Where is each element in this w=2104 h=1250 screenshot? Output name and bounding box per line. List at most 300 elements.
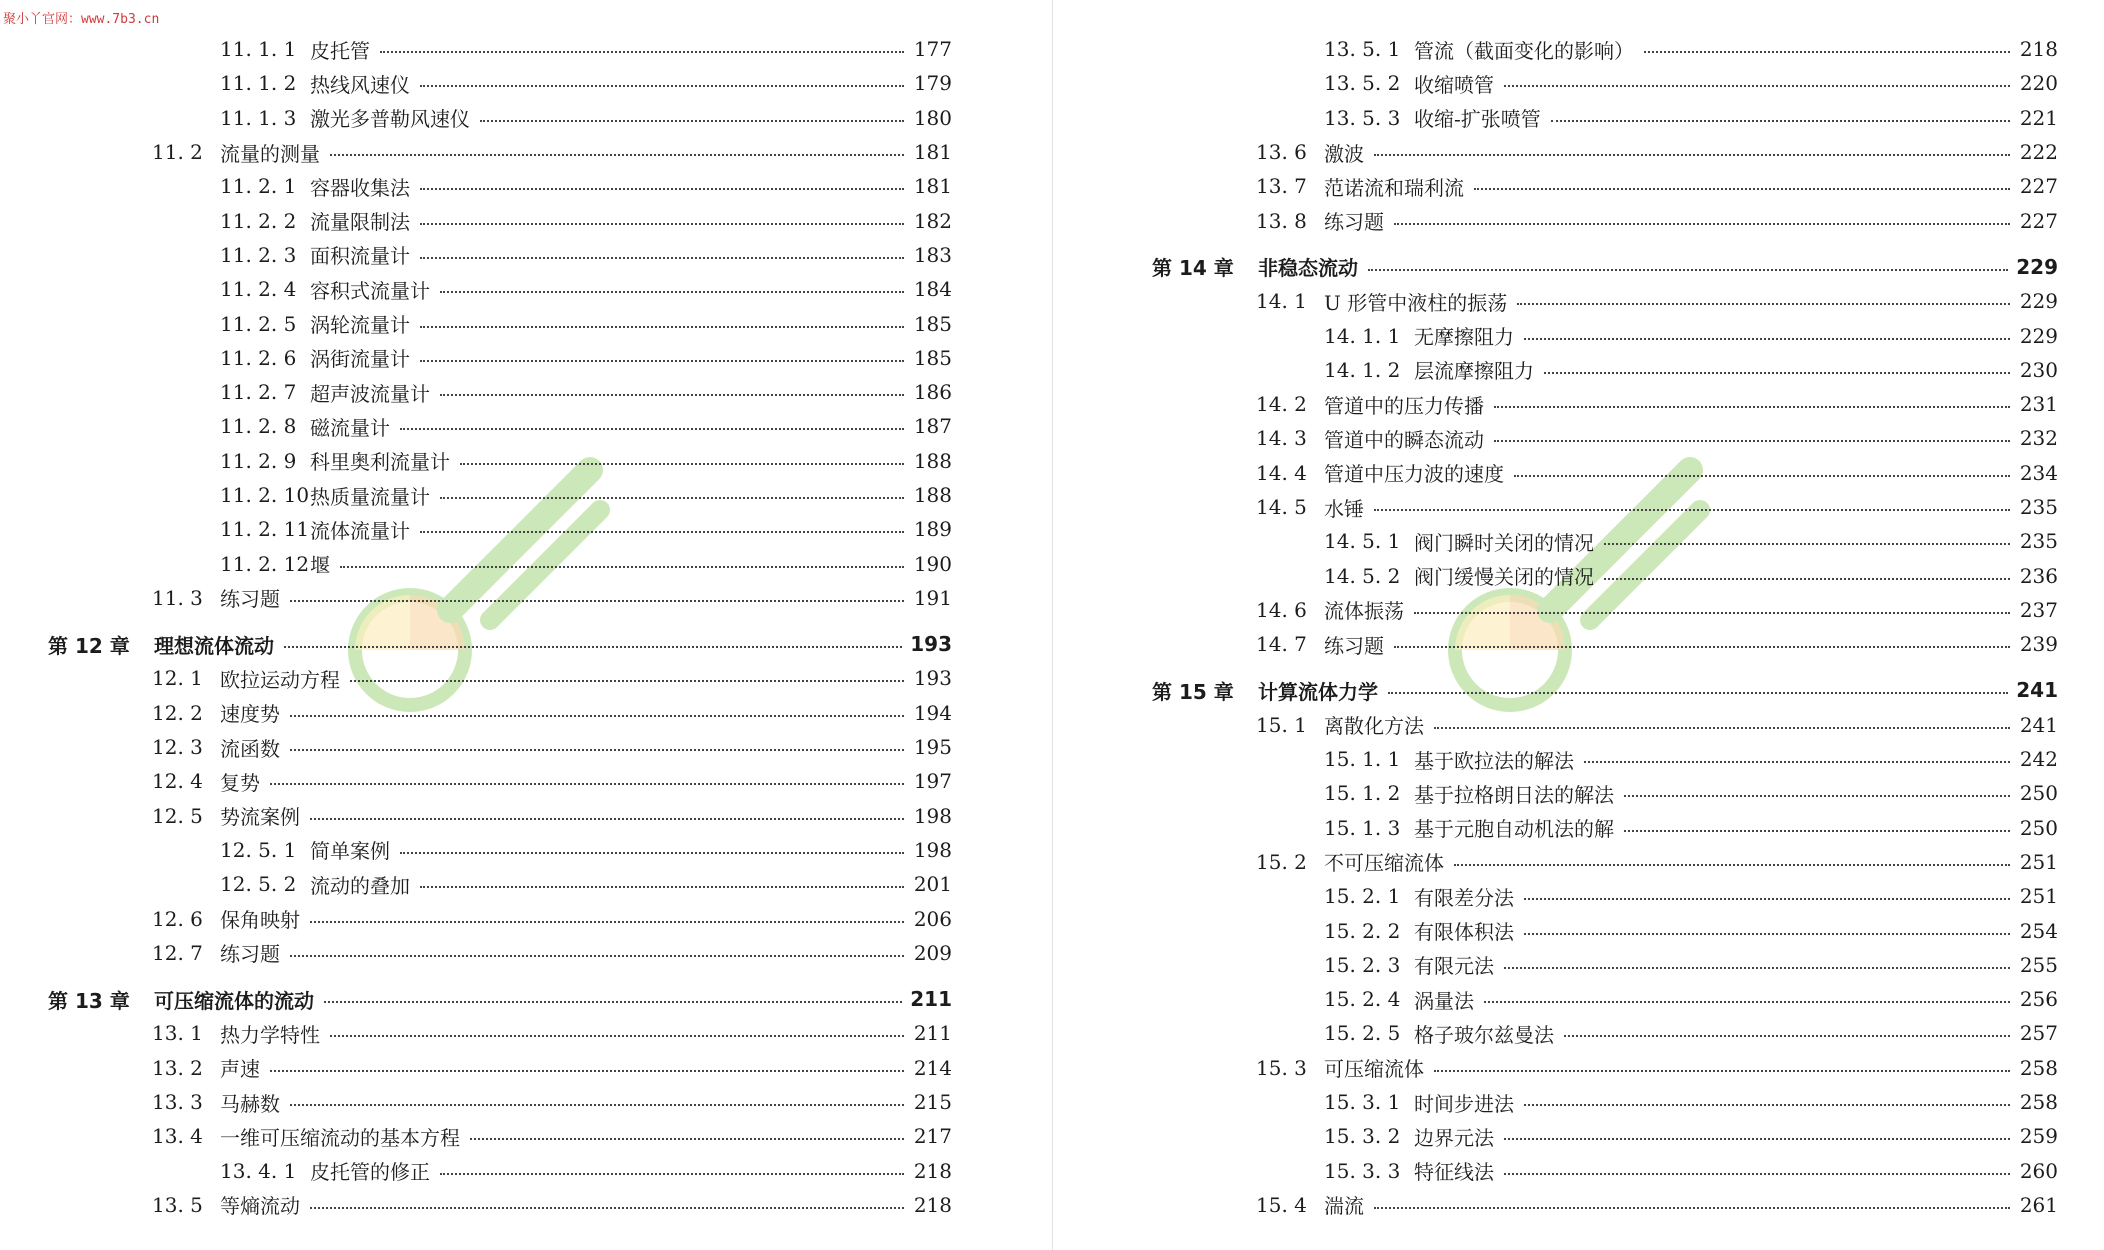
toc-entry-page: 241	[2016, 678, 2058, 703]
toc-entry-page: 186	[913, 380, 952, 405]
toc-entry-number: 12. 7	[152, 940, 203, 965]
toc-entry-number: 14. 4	[1256, 460, 1307, 485]
toc-entry[interactable]	[48, 101, 952, 135]
toc-entry-page: 189	[913, 517, 952, 542]
toc-entry-page: 188	[913, 483, 952, 507]
dot-leader	[1604, 578, 2010, 580]
toc-entry-title: 简单案例	[310, 839, 390, 864]
dot-leader	[400, 428, 904, 430]
toc-entry[interactable]	[1152, 845, 2058, 879]
toc-entry-title: 超声波流量计	[310, 381, 430, 406]
toc-entry-page: 257	[2019, 1021, 2058, 1046]
toc-entry[interactable]	[48, 1188, 952, 1222]
toc-entry-title: 流动的叠加	[310, 873, 410, 898]
dot-leader	[310, 921, 904, 923]
toc-entry-title: 特征线法	[1414, 1160, 1494, 1185]
dot-leader	[1624, 830, 2010, 832]
dot-leader	[330, 1035, 904, 1037]
toc-entry-number: 14. 1. 2	[1324, 357, 1401, 382]
toc-entry-title: 练习题	[220, 942, 280, 967]
toc-chapter-entry[interactable]	[1152, 250, 2058, 284]
toc-entry[interactable]	[48, 1154, 952, 1188]
toc-entry[interactable]	[1152, 353, 2058, 387]
toc-entry-number: 15. 2. 2	[1324, 918, 1401, 943]
toc-entry-title: 计算流体力学	[1258, 679, 1378, 704]
toc-entry-number: 11. 2. 5	[220, 311, 297, 336]
page-divider	[1052, 0, 1053, 1250]
toc-entry[interactable]	[1152, 1154, 2058, 1188]
toc-chapter-entry[interactable]	[1152, 673, 2058, 707]
toc-entry-number: 12. 4	[152, 769, 203, 794]
toc-entry[interactable]	[1152, 1085, 2058, 1119]
toc-entry-title: 格子玻尔兹曼法	[1414, 1022, 1554, 1047]
toc-entry-number: 11. 2	[152, 140, 203, 165]
toc-entry-page: 261	[2019, 1192, 2058, 1217]
toc-entry-title: 阀门缓慢关闭的情况	[1414, 565, 1594, 590]
dot-leader	[1494, 406, 2010, 408]
toc-entry[interactable]	[48, 546, 952, 580]
toc-entry-title: 皮托管	[310, 38, 370, 63]
toc-entry-page: 229	[2016, 254, 2058, 279]
toc-entry[interactable]	[48, 272, 952, 306]
toc-entry-number: 第 12 章	[48, 633, 130, 658]
toc-entry[interactable]	[1152, 879, 2058, 913]
toc-entry-number: 11. 2. 1	[220, 174, 297, 199]
source-label[interactable]: 聚小丫官网：www.7b3.cn	[3, 12, 160, 27]
toc-entry-title: 流量限制法	[310, 210, 410, 235]
dot-leader	[1434, 1070, 2010, 1072]
dot-leader	[290, 600, 904, 602]
toc-entry-title: 涡轮流量计	[310, 313, 410, 338]
toc-entry-number: 11. 2. 8	[220, 414, 297, 439]
toc-entry-title: 非稳态流动	[1258, 256, 1358, 281]
toc-entry-page: 227	[2019, 208, 2058, 233]
toc-entry-number: 13. 2	[152, 1055, 203, 1080]
toc-entry-title: 范诺流和瑞利流	[1324, 175, 1464, 200]
dot-leader	[290, 715, 904, 717]
dot-leader	[440, 1173, 904, 1175]
toc-entry-number: 11. 1. 1	[220, 37, 297, 62]
toc-entry-title: 复势	[220, 770, 260, 795]
toc-entry-number: 11. 2. 3	[220, 242, 297, 267]
toc-entry[interactable]	[1152, 456, 2058, 490]
dot-leader	[1414, 612, 2010, 614]
toc-entry[interactable]	[1152, 135, 2058, 169]
toc-entry-number: 14. 1. 1	[1324, 323, 1401, 348]
toc-entry-title: 一维可压缩流动的基本方程	[220, 1125, 460, 1150]
toc-entry-title: 水锤	[1324, 496, 1364, 521]
toc-entry-title: 管流（截面变化的影响）	[1414, 38, 1634, 63]
dot-leader	[1551, 120, 2010, 122]
toc-entry-title: 磁流量计	[310, 415, 390, 440]
dot-leader	[330, 154, 904, 156]
dot-leader	[1388, 692, 2008, 694]
toc-entry-page: 177	[913, 37, 952, 62]
toc-entry[interactable]	[48, 375, 952, 409]
toc-entry-title: 管道中压力波的速度	[1324, 462, 1504, 487]
dot-leader	[1584, 761, 2010, 763]
dot-leader	[1374, 509, 2010, 511]
dot-leader	[1517, 303, 2010, 305]
toc-entry-number: 11. 2. 6	[220, 345, 297, 370]
dot-leader	[284, 646, 902, 648]
toc-entry-number: 14. 5. 1	[1324, 529, 1401, 554]
toc-entry-number: 11. 2. 2	[220, 208, 297, 233]
toc-entry-page: 193	[913, 666, 952, 691]
toc-entry-number: 11. 3	[152, 585, 203, 610]
toc-entry[interactable]	[48, 1119, 952, 1153]
toc-entry[interactable]	[48, 341, 952, 375]
dot-leader	[420, 85, 904, 87]
toc-entry-title: 管道中的压力传播	[1324, 393, 1484, 418]
toc-entry[interactable]	[1152, 284, 2058, 318]
toc-page-right	[1152, 32, 2058, 1222]
toc-entry[interactable]	[1152, 1188, 2058, 1222]
toc-entry-title: 流函数	[220, 736, 280, 761]
toc-entry[interactable]	[1152, 811, 2058, 845]
toc-entry-number: 11. 2. 9	[220, 448, 297, 473]
dot-leader	[1524, 338, 2010, 340]
toc-entry-page: 260	[2019, 1158, 2058, 1183]
toc-entry-title: 皮托管的修正	[310, 1160, 430, 1185]
toc-entry-page: 259	[2019, 1124, 2058, 1149]
toc-entry-number: 14. 5	[1256, 495, 1307, 519]
dot-leader	[1524, 933, 2010, 935]
toc-entry[interactable]	[48, 1085, 952, 1119]
toc-entry-number: 15. 3. 3	[1324, 1158, 1401, 1183]
toc-entry-title: 激光多普勒风速仪	[310, 107, 470, 132]
toc-entry-page: 181	[913, 140, 952, 165]
toc-entry[interactable]	[48, 238, 952, 272]
toc-entry-number: 13. 6	[1256, 140, 1307, 165]
toc-entry-number: 15. 2	[1256, 849, 1307, 874]
dot-leader	[1544, 372, 2010, 374]
toc-entry-number: 14. 5. 2	[1324, 563, 1401, 588]
toc-entry-number: 12. 1	[152, 666, 203, 691]
toc-entry-number: 14. 6	[1256, 597, 1307, 622]
toc-entry-title: 时间步进法	[1414, 1091, 1514, 1116]
toc-entry-title: 收缩-扩张喷管	[1414, 107, 1541, 132]
toc-entry-page: 222	[2019, 140, 2058, 165]
toc-entry[interactable]	[1152, 982, 2058, 1016]
toc-entry[interactable]	[1152, 169, 2058, 203]
toc-entry-title: 无摩擦阻力	[1414, 325, 1514, 350]
toc-entry[interactable]	[48, 867, 952, 901]
toc-entry-title: 容积式流量计	[310, 278, 430, 303]
toc-entry[interactable]	[1152, 318, 2058, 352]
toc-entry-number: 12. 6	[152, 906, 203, 931]
toc-entry-title: U 形管中液柱的振荡	[1324, 290, 1508, 315]
toc-entry-page: 179	[913, 71, 952, 96]
toc-entry-number: 13. 5	[152, 1192, 203, 1217]
toc-entry-number: 15. 2. 4	[1324, 987, 1401, 1012]
toc-entry-page: 206	[913, 906, 952, 931]
toc-entry-page: 191	[913, 585, 952, 610]
toc-entry-number: 14. 3	[1256, 426, 1307, 451]
toc-entry[interactable]	[48, 135, 952, 169]
toc-entry-page: 185	[913, 345, 952, 370]
dot-leader	[440, 497, 904, 499]
toc-entry-title: 离散化方法	[1324, 714, 1424, 739]
toc-entry-title: 堰	[310, 553, 330, 578]
toc-list-left	[48, 32, 952, 1222]
toc-entry[interactable]	[1152, 66, 2058, 100]
toc-entry-title: 热线风速仪	[310, 72, 410, 97]
toc-entry-number: 15. 3. 2	[1324, 1124, 1401, 1149]
toc-entry-number: 15. 1. 2	[1324, 781, 1401, 806]
toc-entry-number: 15. 2. 3	[1324, 952, 1401, 977]
toc-entry-page: 258	[2019, 1090, 2058, 1115]
toc-entry-title: 热质量流量计	[310, 484, 430, 509]
toc-entry-number: 15. 1	[1256, 712, 1307, 737]
dot-leader	[1394, 223, 2010, 225]
toc-entry[interactable]	[48, 833, 952, 867]
toc-entry-title: 练习题	[220, 587, 280, 612]
dot-leader	[310, 818, 904, 820]
dot-leader	[440, 394, 904, 396]
toc-entry-number: 11. 1. 2	[220, 71, 297, 96]
dot-leader	[290, 955, 904, 957]
toc-entry-title: 湍流	[1324, 1194, 1364, 1219]
dot-leader	[340, 566, 904, 568]
toc-entry-title: 激波	[1324, 141, 1364, 166]
toc-entry-number: 13. 8	[1256, 208, 1307, 233]
toc-entry-title: 涡街流量计	[310, 347, 410, 372]
toc-entry-number: 11. 2. 11	[220, 517, 310, 542]
toc-entry-page: 183	[913, 242, 952, 267]
toc-entry[interactable]	[48, 730, 952, 764]
toc-entry[interactable]	[1152, 1051, 2058, 1085]
toc-entry-page: 193	[910, 632, 952, 657]
toc-entry-title: 有限差分法	[1414, 885, 1514, 910]
toc-entry-page: 218	[913, 1158, 952, 1183]
toc-entry-page: 254	[2019, 918, 2058, 943]
toc-entry-title: 马赫数	[220, 1091, 280, 1116]
toc-entry[interactable]	[48, 512, 952, 546]
toc-entry[interactable]	[1152, 387, 2058, 421]
toc-entry-number: 13. 5. 2	[1324, 71, 1401, 96]
toc-entry-title: 流体振荡	[1324, 599, 1404, 624]
toc-entry[interactable]	[48, 799, 952, 833]
toc-entry-page: 184	[913, 277, 952, 302]
toc-entry[interactable]	[1152, 490, 2058, 524]
toc-entry-page: 231	[2019, 392, 2058, 417]
toc-entry-title: 边界元法	[1414, 1125, 1494, 1150]
toc-entry[interactable]	[48, 444, 952, 478]
toc-entry-page: 251	[2019, 884, 2058, 909]
toc-entry-page: 251	[2019, 849, 2058, 874]
toc-entry[interactable]	[48, 169, 952, 203]
dot-leader	[420, 531, 904, 533]
toc-entry-page: 201	[913, 872, 952, 897]
toc-entry-page: 198	[913, 837, 952, 862]
toc-entry-page: 211	[913, 1021, 952, 1046]
toc-entry-number: 14. 2	[1256, 392, 1307, 417]
dot-leader	[1484, 1001, 2010, 1003]
dot-leader	[1504, 85, 2010, 87]
toc-entry-page: 209	[913, 940, 952, 965]
toc-chapter-entry[interactable]	[48, 982, 952, 1016]
toc-entry-number: 11. 2. 7	[220, 380, 297, 405]
toc-entry[interactable]	[1152, 593, 2058, 627]
dot-leader	[440, 291, 904, 293]
toc-entry-title: 基于元胞自动机法的解	[1414, 817, 1614, 842]
toc-entry[interactable]	[1152, 913, 2058, 947]
toc-entry[interactable]	[48, 1051, 952, 1085]
toc-entry-title: 有限体积法	[1414, 920, 1514, 945]
toc-entry-page: 235	[2019, 495, 2058, 519]
toc-entry-number: 12. 5. 1	[220, 837, 297, 862]
dot-leader	[1504, 967, 2010, 969]
dot-leader	[420, 188, 904, 190]
dot-leader	[290, 1104, 904, 1106]
dot-leader	[290, 749, 904, 751]
toc-entry[interactable]	[1152, 708, 2058, 742]
dot-leader	[1524, 1104, 2010, 1106]
toc-entry-page: 229	[2019, 323, 2058, 348]
toc-entry[interactable]	[48, 764, 952, 798]
toc-entry-title: 有限元法	[1414, 954, 1494, 979]
dot-leader	[480, 120, 904, 122]
toc-entry-title: 科里奥利流量计	[310, 450, 450, 475]
dot-leader	[1454, 864, 2010, 866]
toc-entry-page: 232	[2019, 426, 2058, 451]
toc-entry-page: 234	[2019, 460, 2058, 485]
toc-entry[interactable]	[48, 696, 952, 730]
toc-entry[interactable]	[1152, 1119, 2058, 1153]
toc-entry-page: 220	[2019, 71, 2058, 96]
dot-leader	[400, 852, 904, 854]
toc-page-left	[48, 32, 952, 1222]
toc-entry-title: 面积流量计	[310, 244, 410, 269]
toc-entry[interactable]	[48, 936, 952, 970]
toc-entry[interactable]	[48, 306, 952, 340]
toc-entry-number: 13. 3	[152, 1090, 203, 1115]
toc-entry-number: 15. 1. 1	[1324, 747, 1401, 772]
toc-entry-number: 11. 1. 3	[220, 105, 297, 130]
toc-entry-number: 15. 2. 5	[1324, 1021, 1401, 1046]
toc-entry-page: 197	[913, 769, 952, 794]
toc-entry-number: 12. 5. 2	[220, 872, 297, 897]
dot-leader	[1394, 646, 2010, 648]
toc-entry-page: 241	[2019, 712, 2058, 737]
toc-entry-number: 15. 3	[1256, 1055, 1307, 1080]
toc-entry[interactable]	[1152, 101, 2058, 135]
toc-entry-number: 14. 1	[1256, 289, 1307, 314]
toc-entry-page: 187	[913, 414, 952, 439]
toc-entry-page: 258	[2019, 1055, 2058, 1080]
toc-entry[interactable]	[1152, 742, 2058, 776]
dot-leader	[1644, 51, 2010, 53]
toc-entry-number: 第 13 章	[48, 988, 130, 1013]
toc-entry[interactable]	[48, 581, 952, 615]
toc-entry-title: 可压缩流体的流动	[154, 988, 314, 1013]
toc-entry-number: 12. 3	[152, 735, 203, 760]
toc-entry-number: 第 15 章	[1152, 679, 1234, 704]
toc-entry[interactable]	[1152, 1016, 2058, 1050]
toc-entry[interactable]	[48, 66, 952, 100]
dot-leader	[270, 783, 904, 785]
toc-entry-page: 218	[2019, 37, 2058, 62]
toc-chapter-entry[interactable]	[48, 627, 952, 661]
toc-entry[interactable]	[1152, 203, 2058, 237]
dot-leader	[420, 257, 904, 259]
toc-entry[interactable]	[1152, 524, 2058, 558]
toc-entry[interactable]	[1152, 627, 2058, 661]
toc-entry[interactable]	[48, 901, 952, 935]
toc-entry-page: 185	[913, 311, 952, 336]
dot-leader	[1504, 1138, 2010, 1140]
dot-leader	[1524, 898, 2010, 900]
toc-entry-title: 理想流体流动	[154, 633, 274, 658]
toc-entry-page: 235	[2019, 529, 2058, 554]
toc-entry-page: 239	[2019, 632, 2058, 657]
toc-entry[interactable]	[1152, 776, 2058, 810]
toc-entry-page: 215	[913, 1090, 952, 1115]
toc-entry-number: 15. 3. 1	[1324, 1090, 1401, 1115]
toc-entry[interactable]	[1152, 558, 2058, 592]
toc-entry[interactable]	[48, 661, 952, 695]
toc-entry-title: 收缩喷管	[1414, 72, 1494, 97]
toc-list-right	[1152, 32, 2058, 1222]
toc-entry-title: 欧拉运动方程	[220, 667, 340, 692]
toc-entry-title: 阀门瞬时关闭的情况	[1414, 530, 1594, 555]
toc-entry-page: 242	[2019, 747, 2058, 772]
toc-entry-title: 容器收集法	[310, 175, 410, 200]
toc-entry-title: 声速	[220, 1057, 260, 1082]
dot-leader	[1514, 475, 2010, 477]
dot-leader	[1504, 1173, 2010, 1175]
toc-entry-number: 15. 4	[1256, 1192, 1307, 1217]
dot-leader	[270, 1070, 904, 1072]
toc-entry[interactable]	[48, 1016, 952, 1050]
toc-entry[interactable]	[48, 32, 952, 66]
toc-entry[interactable]	[1152, 948, 2058, 982]
toc-entry[interactable]	[48, 203, 952, 237]
toc-entry-title: 流量的测量	[220, 141, 320, 166]
toc-entry-title: 热力学特性	[220, 1022, 320, 1047]
toc-entry[interactable]	[48, 409, 952, 443]
toc-entry[interactable]	[48, 478, 952, 512]
toc-entry-page: 190	[913, 551, 952, 576]
toc-entry[interactable]	[1152, 421, 2058, 455]
toc-entry-number: 12. 5	[152, 803, 203, 828]
toc-entry-number: 11. 2. 12	[220, 551, 310, 576]
toc-entry-title: 势流案例	[220, 805, 300, 830]
toc-entry-page: 221	[2019, 105, 2058, 130]
toc-entry-title: 保角映射	[220, 908, 300, 933]
toc-entry-number: 第 14 章	[1152, 256, 1234, 281]
toc-entry-title: 流体流量计	[310, 518, 410, 543]
toc-entry[interactable]	[1152, 32, 2058, 66]
dot-leader	[1374, 154, 2010, 156]
toc-entry-number: 12. 2	[152, 700, 203, 725]
dot-leader	[1368, 269, 2008, 271]
dot-leader	[1624, 795, 2010, 797]
toc-entry-title: 管道中的瞬态流动	[1324, 427, 1484, 452]
toc-entry-page: 180	[913, 105, 952, 130]
toc-entry-page: 256	[2019, 987, 2058, 1012]
dot-leader	[324, 1001, 902, 1003]
toc-entry-page: 211	[910, 987, 952, 1012]
toc-entry-number: 11. 2. 10	[220, 483, 310, 507]
toc-entry-page: 195	[913, 735, 952, 760]
toc-entry-title: 等熵流动	[220, 1194, 300, 1219]
toc-entry-page: 227	[2019, 174, 2058, 199]
toc-entry-title: 涡量法	[1414, 988, 1474, 1013]
dot-leader	[470, 1138, 904, 1140]
dot-leader	[1474, 188, 2010, 190]
